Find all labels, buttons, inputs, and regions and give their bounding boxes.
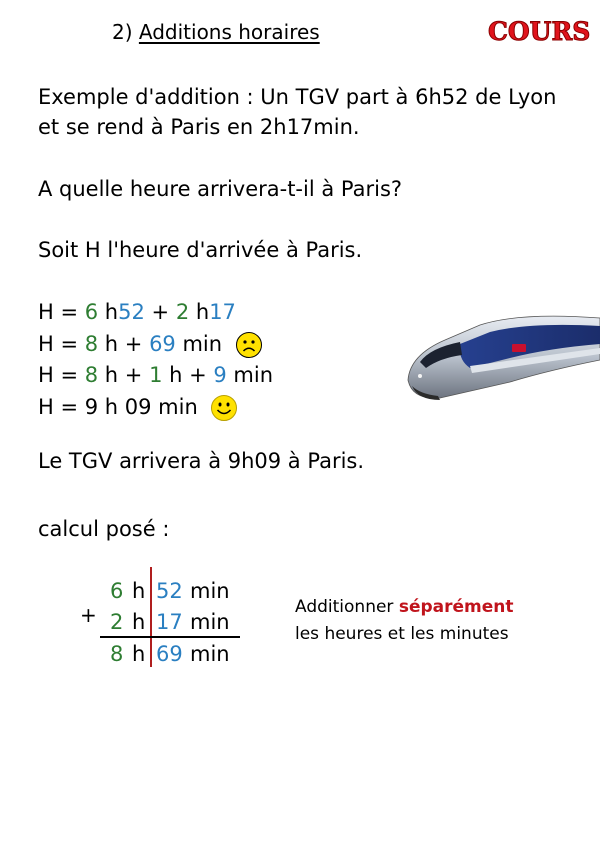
calc-row-2-hours: 2 (110, 610, 124, 634)
calc-row-1-hours: 6 (110, 579, 124, 603)
step-3-minutes: 9 (213, 363, 227, 387)
step-4-text: H = 9 h 09 min (38, 395, 198, 419)
tgv-train-image (400, 300, 600, 405)
calc-row-2-h: h (132, 610, 146, 634)
step-4 (38, 394, 238, 422)
step-1-hours-b: 2 (175, 300, 190, 324)
note-line-1 (295, 597, 514, 617)
step-2 (38, 331, 263, 359)
calc-vertical-divider (150, 567, 152, 667)
step-3-unit: min (226, 363, 274, 387)
calc-result-line (100, 636, 240, 638)
happy-face-icon (210, 394, 238, 422)
calc-row-2-minutes: 17 (156, 610, 183, 634)
step-3 (38, 363, 273, 387)
let-statement: Soit H l'heure d'arrivée à Paris. (38, 238, 363, 262)
calc-row-1-unit: min (190, 579, 230, 603)
step-1-h2: h (189, 300, 210, 324)
note-line-2: les heures et les minutes (295, 624, 509, 644)
question: A quelle heure arrivera-t-il à Paris? (38, 177, 403, 201)
calc-result-unit: min (190, 642, 230, 666)
calc-result-minutes: 69 (156, 642, 183, 666)
calc-row-2-unit: min (190, 610, 230, 634)
section-title (112, 20, 320, 44)
step-2-h: h + (98, 332, 150, 356)
step-1-hours-a: 6 (84, 300, 99, 324)
step-3-hours-b: 1 (149, 363, 163, 387)
calc-plus-sign: + (80, 603, 97, 627)
calc-row-1-minutes: 52 (156, 579, 183, 603)
calc-row-1-h: h (132, 579, 146, 603)
step-1-minutes-a: 52 (118, 300, 145, 324)
step-2-minutes: 69 (149, 332, 176, 356)
step-1-h: h (98, 300, 119, 324)
conclusion: Le TGV arrivera à 9h09 à Paris. (38, 449, 365, 473)
intro-line-1: Exemple d'addition : Un TGV part à 6h52 de Lyon (38, 85, 557, 109)
step-1-prefix: H = (38, 300, 85, 324)
step-3-prefix: H = (38, 363, 85, 387)
step-1-plus: + (144, 300, 176, 324)
step-1 (38, 300, 236, 324)
calc-result-h: h (132, 642, 146, 666)
step-3-h-plus-2: h + (162, 363, 214, 387)
step-1-minutes-b: 17 (209, 300, 236, 324)
calc-result-hours: 8 (110, 642, 124, 666)
section-number: 2) (112, 20, 133, 44)
step-3-hours-a: 8 (84, 363, 99, 387)
step-2-hours: 8 (84, 332, 99, 356)
note-emphasis: séparément (398, 597, 514, 617)
step-3-h-plus: h + (98, 363, 150, 387)
sad-face-icon (235, 331, 263, 359)
intro-line-2: et se rend à Paris en 2h17min. (38, 115, 360, 139)
step-2-unit: min (175, 332, 223, 356)
note-text: Additionner (295, 597, 399, 617)
cours-badge: COURS (488, 17, 591, 46)
title-text: Additions horaires (138, 20, 320, 44)
calc-label: calcul posé : (38, 517, 170, 541)
step-2-prefix: H = (38, 332, 85, 356)
